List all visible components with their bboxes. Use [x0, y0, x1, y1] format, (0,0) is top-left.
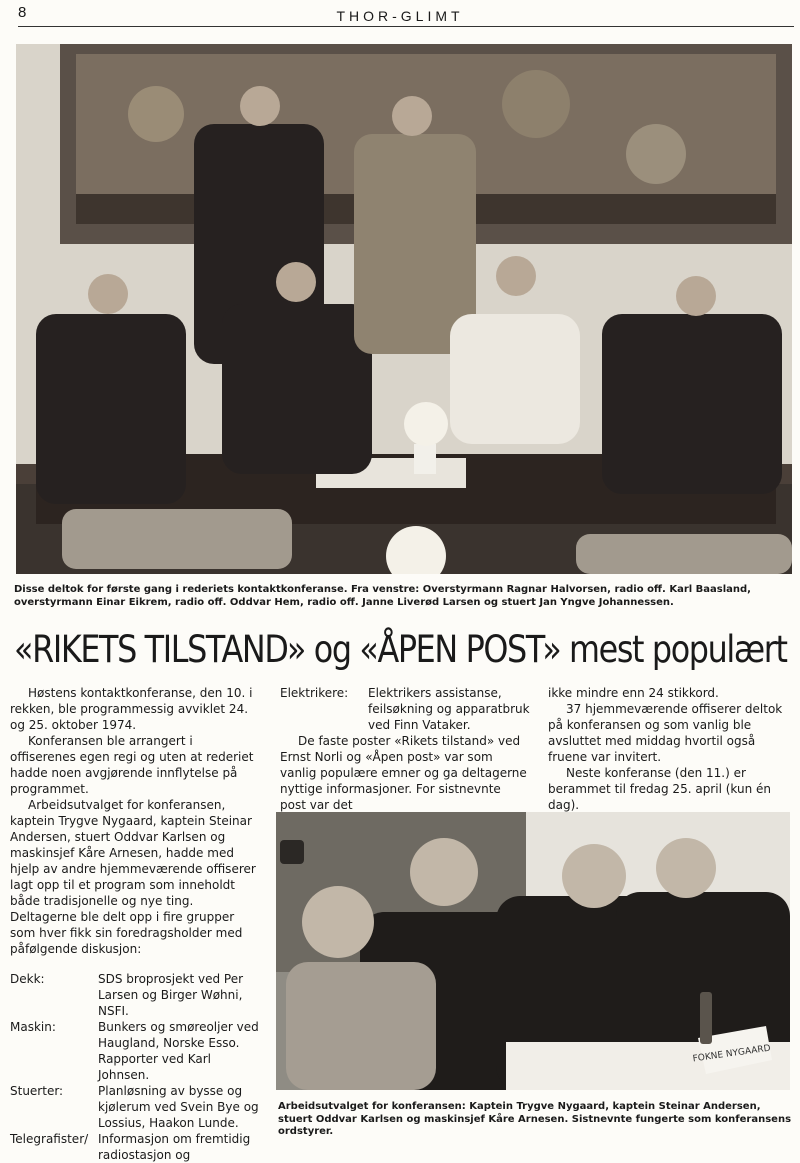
group-item [280, 685, 530, 733]
paragraph: 37 hjemmeværende offiserer deltok på konferansen og som vanlig ble avsluttet med middag hvortil også fruene var invitert. [548, 702, 783, 764]
group-text: Bunkers og smøreoljer ved Haugland, Norske Esso. Rapporter ved Karl Johnsen. [98, 1020, 259, 1082]
article-column-2 [280, 685, 530, 813]
group-label: Maskin: [10, 1020, 56, 1034]
group-item [10, 1131, 262, 1163]
article-column-1 [10, 685, 262, 1163]
article-headline: «RIKETS TILSTAND» og «ÅPEN POST» mest populært [14, 628, 787, 671]
photo2-caption: Arbeidsutvalget for konferansen: Kaptein Trygve Nygaard, kaptein Steinar Andersen, stuert Oddvar Karlsen og maskinsjef Kåre Arnesen. Sistnevnte fungerte som konferansens ordstyrer. [278, 1101, 792, 1137]
paragraph: Konferansen ble arrangert i offiserenes egen regi og uten at rederiet hadde noen avgjørende innflytelse på programmet. [10, 734, 254, 796]
group-photo [16, 44, 792, 574]
paragraph: Neste konferanse (den 11.) er berammet til fredag 25. april (kun én dag). [548, 766, 771, 812]
name-sign: FOKNE NYGAARD [692, 1043, 772, 1065]
paragraph: De faste poster «Rikets tilstand» ved Ernst Norli og «Åpen post» var som vanlig populære emner og ga deltagerne nyttige informasjoner. For sistnevnte post var det [280, 734, 527, 812]
header-rule [18, 26, 794, 27]
group-label: Elektrikere: [280, 686, 349, 700]
group-text: SDS broprosjekt ved Per Larsen og Birger Wøhni, NSFI. [98, 972, 244, 1018]
article-column-3 [548, 685, 796, 813]
paragraph: Høstens kontaktkonferanse, den 10. i rekken, ble programmessig avviklet 24. og 25. oktober 1974. [10, 686, 253, 732]
group-item [10, 1019, 262, 1083]
group-item [10, 971, 262, 1019]
group-item [10, 1083, 262, 1131]
committee-photo [276, 812, 790, 1090]
running-header: THOR-GLIMT [336, 8, 464, 24]
group-text: Elektrikers assistanse, feilsøkning og apparatbruk ved Finn Vataker. [368, 686, 530, 732]
group-text: Planløsning av bysse og kjølerum ved Svein Bye og Lossius, Haakon Lunde. [98, 1084, 259, 1130]
group-label: Telegrafister/ [10, 1132, 89, 1146]
group-text: Informasjon om fremtidig radiostasjon og [98, 1132, 251, 1162]
group-label: Dekk: [10, 972, 45, 986]
photo1-caption: Disse deltok for første gang i rederiets kontaktkonferanse. Fra venstre: Overstyrmann Ragnar Halvorsen, radio off. Karl Baasland, overstyrmann Einar Eikrem, radio off. Oddvar Hem, radio off. Janne Liverød Larsen og stuert Jan Yngve Johannessen. [14, 584, 751, 608]
paragraph: Arbeidsutvalget for konferansen, kaptein Trygve Nygaard, kaptein Steinar Andersen, stuert Oddvar Karlsen og maskinsjef Kåre Arnesen, hadde med hjelp av andre hjemmeværende offiserer lagt opp til et program som inneholdt både tradisjonelle og nye ting. Deltagerne ble delt opp i fire grupper som hver fikk sin foredragsholder med påfølgende diskusjon: [10, 798, 256, 956]
group-label: Stuerter: [10, 1084, 64, 1098]
paragraph: ikke mindre enn 24 stikkord. [548, 686, 719, 700]
page-number: 8 [18, 4, 27, 21]
